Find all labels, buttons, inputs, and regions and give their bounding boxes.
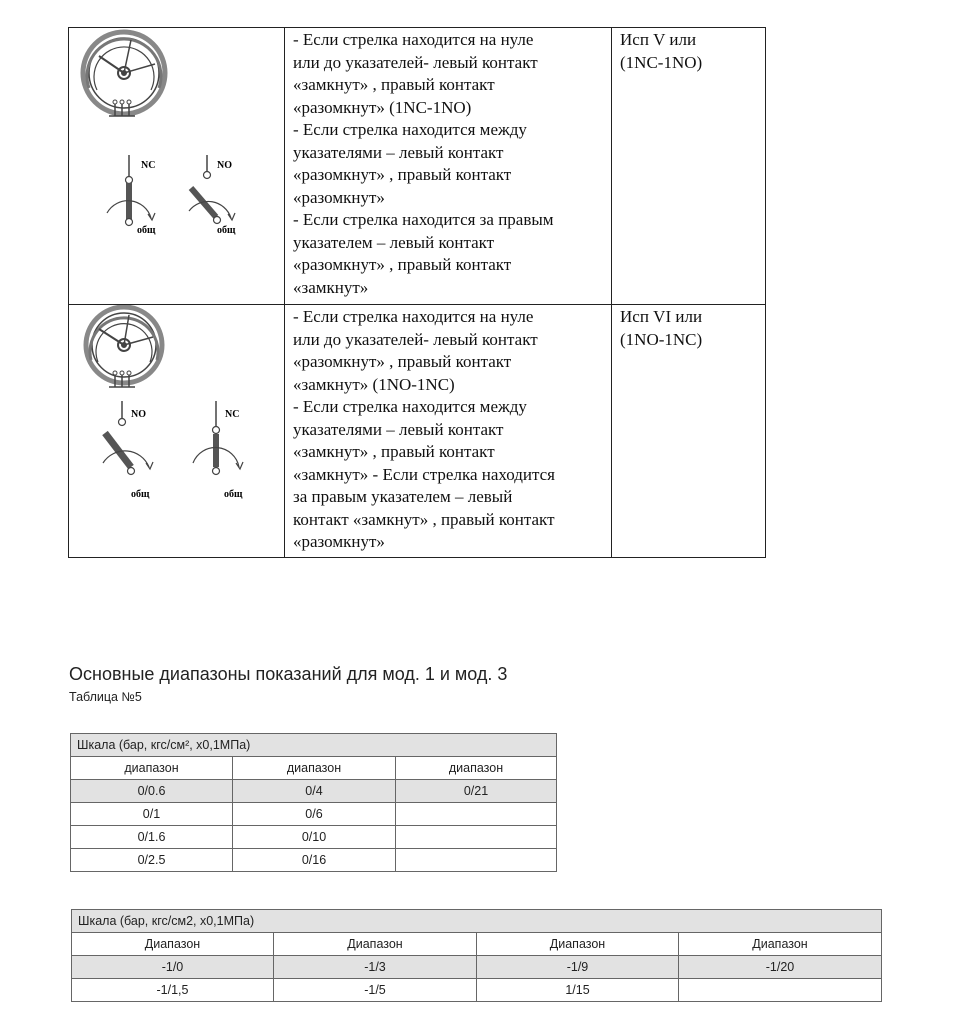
table-cell: -1/20 (679, 956, 882, 979)
description-line: «замкнут» , правый контакт (293, 442, 495, 461)
table-cell (679, 979, 882, 1002)
description-line: «разомкнут» (1NC-1NO) (293, 97, 472, 117)
table-caption: Таблица №5 (69, 690, 142, 704)
column-header: диапазон (233, 757, 396, 780)
table-cell: 0/4 (233, 780, 396, 803)
description-line: - Если стрелка находится на нуле (293, 30, 534, 49)
table-cell: -1/3 (274, 956, 477, 979)
table-row (71, 849, 557, 872)
version-code (612, 28, 766, 305)
description-line: «разомкнут» , правый контакт (293, 255, 512, 274)
range-table-2 (71, 909, 882, 1002)
description-line: или до указателей- левый контакт (293, 329, 538, 349)
table-cell: 0/16 (233, 849, 396, 872)
gauge-diagram-cell (69, 305, 285, 558)
version-code-line: Исп VI или (620, 307, 703, 326)
table-cell: -1/5 (274, 979, 477, 1002)
description-line: - Если стрелка находится на нуле (293, 307, 534, 326)
description-line: «разомкнут» (293, 187, 385, 207)
table-cell: 0/10 (233, 826, 396, 849)
table-cell: 0/0.6 (71, 780, 233, 803)
column-header-row (71, 757, 557, 780)
table-cell: 0/6 (233, 803, 396, 826)
description-line: «замкнут» , правый контакт (293, 75, 495, 94)
description-line: «замкнут» (1NO-1NC) (293, 374, 455, 394)
gauge-dial-icon (83, 32, 165, 116)
contact-table (68, 27, 766, 558)
section-title: Основные диапазоны показаний для мод. 1 и мод. 3 (69, 664, 508, 684)
column-header: диапазон (71, 757, 233, 780)
table-row (72, 979, 882, 1002)
switch-right-common: общ (217, 225, 236, 236)
table-cell: 1/15 (477, 979, 679, 1002)
column-header-row (72, 933, 882, 956)
switch-left-common: общ (131, 489, 150, 500)
table-cell: -1/9 (477, 956, 679, 979)
column-header: Диапазон (679, 933, 882, 956)
description-line: - Если стрелка находится за правым (293, 210, 554, 229)
description-line: «разомкнут» (293, 532, 385, 551)
scale-header: Шкала (бар, кгс/см2, х0,1МПа) (72, 910, 882, 933)
description-line: - Если стрелка находится между (293, 120, 527, 139)
table-cell (396, 849, 557, 872)
switch-left-label: NC (141, 160, 156, 171)
version-code-line: Исп V или (620, 30, 697, 49)
description-line: «замкнут» (293, 277, 369, 297)
switch-left-label: NO (131, 409, 146, 420)
version-code (612, 305, 766, 558)
gauge-diagram (69, 28, 284, 299)
table-cell: 0/21 (396, 780, 557, 803)
description-line: «разомкнут» , правый контакт (293, 165, 512, 184)
description-line: указателями – левый контакт (293, 142, 504, 162)
table-row (71, 803, 557, 826)
description-line: за правым указателем – левый (293, 487, 513, 506)
description-line: «замкнут» - Если стрелка находится (293, 464, 555, 484)
description-line: или до указателей- левый контакт (293, 52, 538, 72)
description-line: указателями – левый контакт (293, 419, 504, 439)
description-line: - Если стрелка находится между (293, 397, 527, 416)
version-code-line: (1NC-1NO) (620, 52, 703, 72)
table-cell (396, 826, 557, 849)
gauge-dial-icon (86, 307, 162, 387)
gauge-diagram (69, 305, 284, 552)
range-table-1 (70, 733, 557, 872)
table-row (72, 956, 882, 979)
switch-right-label: NC (225, 409, 240, 420)
table-row (69, 305, 766, 558)
table-cell: -1/1,5 (72, 979, 274, 1002)
table-cell: 0/1 (71, 803, 233, 826)
switch-left-common: общ (137, 225, 156, 236)
contact-description (285, 305, 612, 558)
table-header-row (72, 910, 882, 933)
table-row (71, 826, 557, 849)
gauge-diagram-cell (69, 28, 285, 305)
description-line: указателем – левый контакт (293, 232, 495, 252)
table-row (69, 28, 766, 305)
contact-description (285, 28, 612, 305)
column-header: диапазон (396, 757, 557, 780)
switch-right-label: NO (217, 160, 232, 171)
table-cell: 0/2.5 (71, 849, 233, 872)
description-line: «разомкнут» , правый контакт (293, 352, 512, 371)
column-header: Диапазон (274, 933, 477, 956)
scale-header: Шкала (бар, кгс/см², х0,1МПа) (71, 734, 557, 757)
table-cell (396, 803, 557, 826)
description-line: контакт «замкнут» , правый контакт (293, 509, 555, 529)
table-cell: 0/1.6 (71, 826, 233, 849)
table-cell: -1/0 (72, 956, 274, 979)
column-header: Диапазон (72, 933, 274, 956)
table-row (71, 780, 557, 803)
switch-right-common: общ (224, 489, 243, 500)
table-header-row (71, 734, 557, 757)
version-code-line: (1NO-1NC) (620, 329, 703, 349)
column-header: Диапазон (477, 933, 679, 956)
